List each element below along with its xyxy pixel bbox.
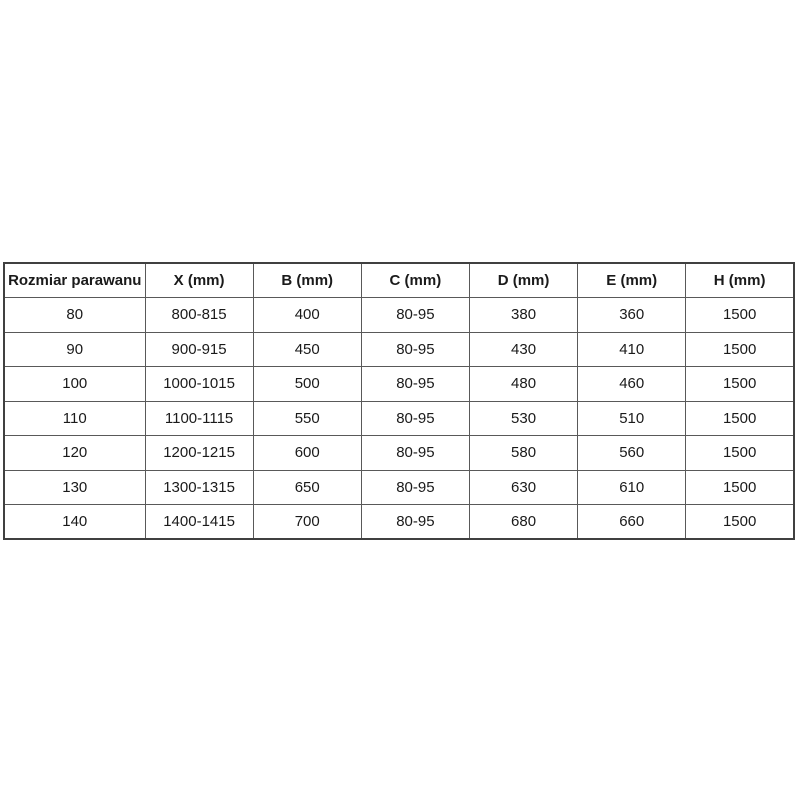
table-cell-r2-c0: 100 (4, 367, 145, 402)
column-header-0: Rozmiar parawanu (4, 263, 145, 298)
column-header-1: X (mm) (145, 263, 253, 298)
table-row-1 (4, 332, 794, 367)
table-cell-r2-c2: 500 (253, 367, 361, 402)
table-cell-r6-c0: 140 (4, 505, 145, 540)
table-cell-r6-c1: 1400-1415 (145, 505, 253, 540)
table-cell-r3-c0: 110 (4, 401, 145, 436)
table-cell-r5-c5: 610 (578, 470, 686, 505)
dimensions-table (3, 262, 795, 540)
table-cell-r1-c2: 450 (253, 332, 361, 367)
table-cell-r2-c6: 1500 (686, 367, 794, 402)
table-cell-r5-c2: 650 (253, 470, 361, 505)
dimensions-table-container (3, 262, 795, 540)
table-row-0 (4, 298, 794, 333)
table-cell-r3-c4: 530 (469, 401, 577, 436)
table-cell-r0-c4: 380 (469, 298, 577, 333)
table-cell-r3-c3: 80-95 (361, 401, 469, 436)
table-cell-r1-c3: 80-95 (361, 332, 469, 367)
table-cell-r4-c3: 80-95 (361, 436, 469, 471)
table-cell-r3-c6: 1500 (686, 401, 794, 436)
table-cell-r1-c0: 90 (4, 332, 145, 367)
table-cell-r5-c1: 1300-1315 (145, 470, 253, 505)
table-cell-r1-c1: 900-915 (145, 332, 253, 367)
table-cell-r0-c3: 80-95 (361, 298, 469, 333)
column-header-6: H (mm) (686, 263, 794, 298)
table-cell-r6-c3: 80-95 (361, 505, 469, 540)
table-cell-r1-c6: 1500 (686, 332, 794, 367)
table-row-6 (4, 505, 794, 540)
table-cell-r3-c1: 1100-1115 (145, 401, 253, 436)
table-row-5 (4, 470, 794, 505)
table-cell-r5-c4: 630 (469, 470, 577, 505)
table-cell-r1-c5: 410 (578, 332, 686, 367)
table-cell-r4-c0: 120 (4, 436, 145, 471)
table-cell-r4-c4: 580 (469, 436, 577, 471)
table-cell-r5-c6: 1500 (686, 470, 794, 505)
table-cell-r4-c1: 1200-1215 (145, 436, 253, 471)
table-cell-r6-c4: 680 (469, 505, 577, 540)
table-cell-r2-c4: 480 (469, 367, 577, 402)
table-cell-r5-c0: 130 (4, 470, 145, 505)
table-row-4 (4, 436, 794, 471)
table-cell-r4-c5: 560 (578, 436, 686, 471)
table-cell-r0-c1: 800-815 (145, 298, 253, 333)
column-header-3: C (mm) (361, 263, 469, 298)
column-header-4: D (mm) (469, 263, 577, 298)
table-cell-r0-c5: 360 (578, 298, 686, 333)
column-header-2: B (mm) (253, 263, 361, 298)
table-cell-r6-c2: 700 (253, 505, 361, 540)
table-cell-r0-c6: 1500 (686, 298, 794, 333)
header-row (4, 263, 794, 298)
table-cell-r4-c6: 1500 (686, 436, 794, 471)
table-cell-r3-c5: 510 (578, 401, 686, 436)
table-cell-r1-c4: 430 (469, 332, 577, 367)
table-cell-r4-c2: 600 (253, 436, 361, 471)
table-cell-r2-c3: 80-95 (361, 367, 469, 402)
table-row-3 (4, 401, 794, 436)
table-cell-r2-c1: 1000-1015 (145, 367, 253, 402)
table-cell-r2-c5: 460 (578, 367, 686, 402)
table-cell-r6-c6: 1500 (686, 505, 794, 540)
table-cell-r5-c3: 80-95 (361, 470, 469, 505)
table-row-2 (4, 367, 794, 402)
table-cell-r0-c0: 80 (4, 298, 145, 333)
table-cell-r6-c5: 660 (578, 505, 686, 540)
column-header-5: E (mm) (578, 263, 686, 298)
table-cell-r0-c2: 400 (253, 298, 361, 333)
table-cell-r3-c2: 550 (253, 401, 361, 436)
